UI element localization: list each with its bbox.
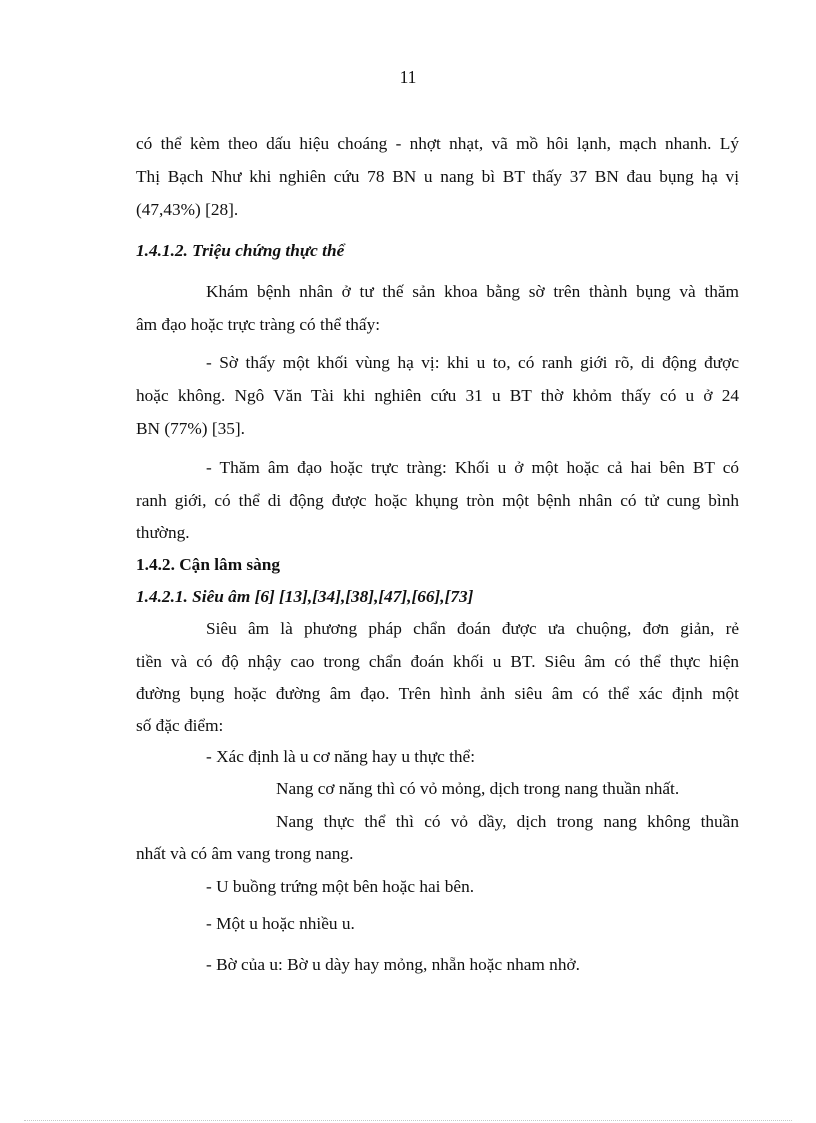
section-heading: 1.4.2. Cận lâm sàng <box>136 555 281 574</box>
text-line: âm đạo hoặc trực tràng có thể thấy: <box>136 315 381 334</box>
text-line: Nang cơ năng thì có vỏ mỏng, dịch trong nang thuần nhất. <box>276 779 680 798</box>
text-line: Nang thực thể thì có vỏ dầy, dịch trong nang không thuần <box>276 812 739 831</box>
page-number: 11 <box>399 67 417 87</box>
text-line: - Sờ thấy một khối vùng hạ vị: khi u to, có ranh giới rõ, di động được <box>206 353 739 372</box>
list-item: - Xác định là u cơ năng hay u thực thể: <box>206 747 475 766</box>
section-heading: 1.4.1.2. Triệu chứng thực thể <box>136 241 345 260</box>
text-line: hoặc không. Ngô Văn Tài khi nghiên cứu 31 u BT thờ khỏm thấy có u ở 24 <box>136 386 739 405</box>
text-line: BN (77%) [35]. <box>136 419 245 438</box>
text-line: nhất và có âm vang trong nang. <box>136 844 354 863</box>
page-bottom-divider <box>24 1120 792 1121</box>
section-heading: 1.4.2.1. Siêu âm [6] [13],[34],[38],[47],[66],[73] <box>136 587 474 606</box>
text-line: thường. <box>136 523 190 542</box>
text-line: có thể kèm theo dấu hiệu choáng - nhợt nhạt, vã mồ hôi lạnh, mạch nhanh. Lý <box>136 134 739 153</box>
text-line: (47,43%) [28]. <box>136 200 239 219</box>
text-line: tiền và có độ nhậy cao trong chẩn đoán khối u BT. Siêu âm có thể thực hiện <box>136 652 739 671</box>
text-line: Thị Bạch Như khi nghiên cứu 78 BN u nang bì BT thấy 37 BN đau bụng hạ vị <box>136 167 739 186</box>
text-line: ranh giới, có thể di động được hoặc khụng tròn một bệnh nhân có tử cung bình <box>136 491 739 510</box>
list-item: - U buồng trứng một bên hoặc hai bên. <box>206 877 475 896</box>
text-line: Khám bệnh nhân ở tư thế sản khoa bằng sờ trên thành bụng và thăm <box>206 282 739 301</box>
text-line: số đặc điểm: <box>136 716 224 735</box>
list-item: - Bờ của u: Bờ u dày hay mỏng, nhẵn hoặc nham nhở. <box>206 955 580 974</box>
list-item: - Một u hoặc nhiều u. <box>206 914 355 933</box>
text-line: đường bụng hoặc đường âm đạo. Trên hình ảnh siêu âm có thể xác định một <box>136 684 739 703</box>
text-line: Siêu âm là phương pháp chẩn đoán được ưa chuộng, đơn giản, rẻ <box>206 619 739 638</box>
text-line: - Thăm âm đạo hoặc trực tràng: Khối u ở một hoặc cả hai bên BT có <box>206 458 739 477</box>
